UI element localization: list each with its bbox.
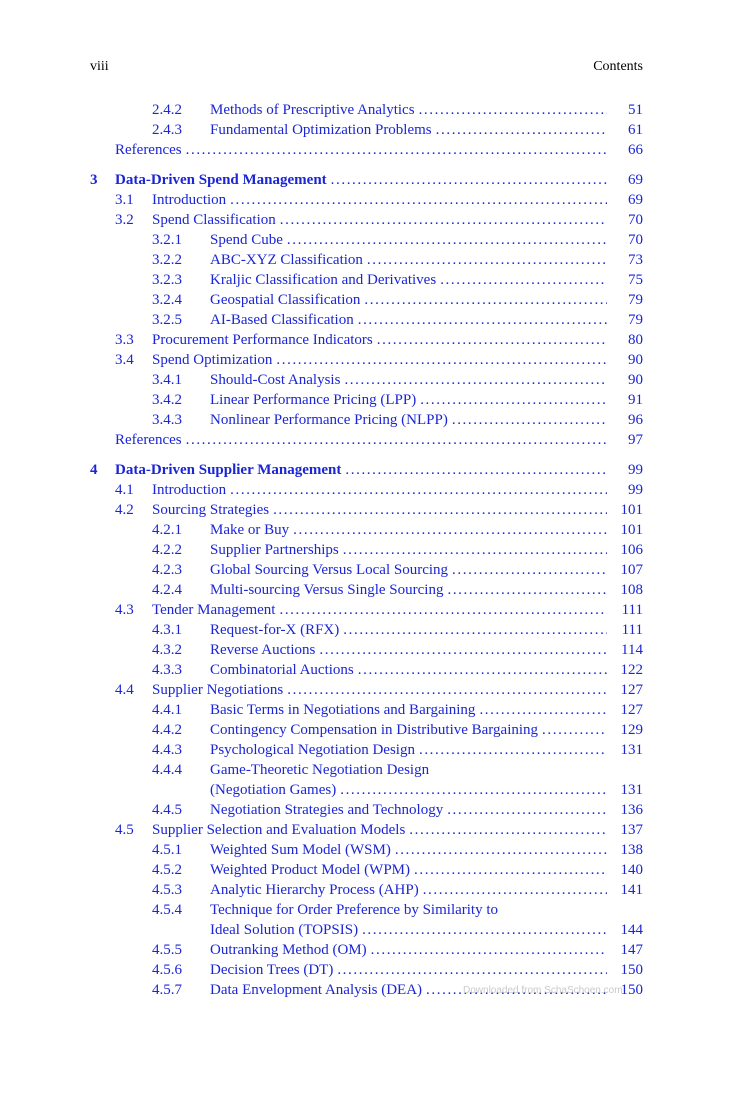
toc-entry-title-wrap [152,480,607,500]
dot-leader [502,900,607,920]
running-title: Contents [593,59,643,74]
toc-entry-number: 4.2.2 [152,542,182,558]
dot-leader [364,290,607,310]
toc-entry-number: 4.2.3 [152,562,182,578]
toc-entry[interactable] [90,660,643,680]
toc-entry-title-wrap [210,740,607,760]
toc-entry-number: 4.5.5 [152,942,182,958]
toc-entry-title-wrap [210,230,607,250]
toc-entry-page[interactable]: 136 [620,802,643,818]
toc-entry-title[interactable]: Should-Cost Analysis [210,370,344,390]
toc-entry[interactable] [90,520,643,540]
dot-leader [230,480,607,500]
toc-entry[interactable] [90,290,643,310]
toc-entry-title[interactable]: Spend Cube [210,230,287,250]
toc-entry-page[interactable]: 111 [621,622,643,638]
toc-entry[interactable] [90,560,643,580]
toc-entry-title-wrap [210,620,607,640]
toc-entry-title-wrap [115,140,607,160]
toc-entry-title-wrap [210,840,607,860]
dot-leader [367,250,607,270]
toc-entry-number: 4 [90,462,98,478]
toc-entry-title-wrap [210,780,607,800]
toc-entry[interactable] [90,600,643,620]
dot-leader [345,460,607,480]
toc-chapter-entry[interactable] [90,460,643,480]
toc-entry-page[interactable]: 111 [621,602,643,618]
dot-leader [447,800,607,820]
toc-entry-page[interactable]: 138 [620,842,643,858]
dot-leader [409,820,607,840]
toc-entry-number: 3.2 [115,212,134,228]
toc-entry-number: 4.5 [115,822,134,838]
toc-entry-number: 3 [90,172,98,188]
dot-leader [287,230,607,250]
toc-entry-title[interactable]: Introduction [152,480,230,500]
dot-leader [273,500,607,520]
toc-entry[interactable] [90,820,643,840]
toc-entry[interactable] [90,480,643,500]
toc-entry-title-wrap [152,330,607,350]
toc-entry-title[interactable]: Linear Performance Pricing (LPP) [210,390,420,410]
toc-entry-title-wrap [152,600,607,620]
toc-entry-title[interactable]: Decision Trees (DT) [210,960,337,980]
toc-entry-number: 4.4.1 [152,702,182,718]
toc-entry-title-wrap [115,170,607,190]
dot-leader [344,370,607,390]
dot-leader [230,190,607,210]
toc-entry[interactable] [90,840,643,860]
dot-leader [287,680,607,700]
toc-entry-title[interactable]: Data-Driven Spend Management [115,170,331,190]
toc-entry[interactable] [90,920,643,940]
dot-leader [452,410,607,430]
toc-entry[interactable] [90,540,643,560]
toc-entry-title-wrap [210,760,607,780]
toc-entry-title-wrap [210,700,607,720]
toc-entry-number: 3.1 [115,192,134,208]
toc-entry-title[interactable]: Psychological Negotiation Design [210,740,419,760]
toc-entry-number: 3.2.4 [152,292,182,308]
toc-entry-title-wrap [115,460,607,480]
dot-leader [279,600,607,620]
dot-leader [395,840,607,860]
toc-entry-number: 3.4 [115,352,134,368]
toc-entry-title-wrap [152,350,607,370]
toc-entry[interactable] [90,250,643,270]
dot-leader [186,140,607,160]
toc-entry-page[interactable]: 147 [620,942,643,958]
toc-entry-number: 3.2.2 [152,252,182,268]
toc-entry-number: 4.1 [115,482,134,498]
toc-entry-page[interactable]: 99 [628,462,643,478]
dot-leader [420,390,607,410]
toc-entry-title[interactable]: Ideal Solution (TOPSIS) [210,920,362,940]
toc-entry-title[interactable]: Contingency Compensation in Distributive Bargaining [210,720,542,740]
toc-entry-number: 4.5.1 [152,842,182,858]
toc-entry-title-wrap [210,720,607,740]
toc-entry-title[interactable]: Technique for Order Preference by Similarity to [210,900,502,920]
toc-entry-page[interactable]: 75 [628,272,643,288]
toc-entry-number: 3.2.1 [152,232,182,248]
toc-entry-title-wrap [210,920,607,940]
dot-leader [331,170,607,190]
toc-entry-title[interactable]: Spend Optimization [152,350,276,370]
dot-leader [419,100,607,120]
toc-entry-title-wrap [210,860,607,880]
dot-leader [276,350,607,370]
dot-leader [423,880,607,900]
dot-leader [343,540,607,560]
toc-entry[interactable] [90,270,643,290]
toc-entry-number: 4.2.4 [152,582,182,598]
toc-entry-title[interactable]: Outranking Method (OM) [210,940,371,960]
toc-entry-page[interactable]: 114 [621,642,643,658]
toc-entry-number: 2.4.2 [152,102,182,118]
table-of-contents [90,100,643,1000]
toc-entry-number: 3.3 [115,332,134,348]
toc-entry-title[interactable]: (Negotiation Games) [210,780,340,800]
toc-entry-page[interactable]: 51 [628,102,643,118]
toc-entry-page[interactable]: 127 [620,702,643,718]
toc-entry-title-wrap [210,660,607,680]
toc-entry-title[interactable]: Weighted Sum Model (WSM) [210,840,395,860]
dot-leader [452,560,607,580]
toc-entry-number: 4.4.4 [152,762,182,778]
toc-entry-title[interactable]: ABC-XYZ Classification [210,250,367,270]
toc-entry-title-wrap [210,560,607,580]
toc-entry-page[interactable]: 129 [620,722,643,738]
toc-entry-title[interactable]: Tender Management [152,600,279,620]
toc-entry[interactable] [90,760,643,780]
toc-entry-title-wrap [115,430,607,450]
toc-entry-title[interactable]: AI-Based Classification [210,310,358,330]
toc-entry-title[interactable]: Sourcing Strategies [152,500,273,520]
toc-entry-number: 3.4.3 [152,412,182,428]
toc-entry[interactable] [90,680,643,700]
toc-entry-page[interactable]: 97 [628,432,643,448]
toc-entry-page[interactable]: 150 [620,962,643,978]
toc-entry-title-wrap [210,250,607,270]
dot-leader [293,520,607,540]
toc-entry-title-wrap [210,310,607,330]
toc-entry[interactable] [90,140,643,160]
toc-entry-number: 4.3.1 [152,622,182,638]
toc-entry-title[interactable]: Request-for-X (RFX) [210,620,343,640]
toc-entry-number: 4.5.7 [152,982,182,998]
toc-entry-title[interactable]: Supplier Selection and Evaluation Models [152,820,409,840]
dot-leader [371,940,607,960]
toc-entry[interactable] [90,620,643,640]
toc-entry-page[interactable]: 122 [620,662,643,678]
toc-entry[interactable] [90,800,643,820]
toc-entry[interactable] [90,940,643,960]
toc-entry-number: 4.3 [115,602,134,618]
toc-entry[interactable] [90,310,643,330]
toc-entry[interactable] [90,500,643,520]
dot-leader [358,310,607,330]
toc-entry-title-wrap [152,820,607,840]
toc-entry-title[interactable]: Make or Buy [210,520,293,540]
toc-entry-number: 4.5.3 [152,882,182,898]
toc-entry-title-wrap [152,190,607,210]
toc-entry-number: 4.4.2 [152,722,182,738]
toc-entry-title[interactable]: Weighted Product Model (WPM) [210,860,414,880]
toc-entry-page[interactable]: 66 [628,142,643,158]
toc-entry-number: 4.3.3 [152,662,182,678]
toc-entry[interactable] [90,190,643,210]
toc-entry-number: 4.2.1 [152,522,182,538]
toc-entry-title[interactable]: Spend Classification [152,210,280,230]
dot-leader [542,720,607,740]
dot-leader [436,120,607,140]
toc-entry-page[interactable]: 131 [620,742,643,758]
toc-entry-title-wrap [210,960,607,980]
toc-entry-title-wrap [210,390,607,410]
toc-entry-title[interactable]: References [115,430,186,450]
toc-entry-title[interactable]: Multi-sourcing Versus Single Sourcing [210,580,447,600]
toc-entry-title[interactable]: Reverse Auctions [210,640,319,660]
dot-leader [186,430,607,450]
toc-entry-number: 3.2.5 [152,312,182,328]
toc-entry[interactable] [90,120,643,140]
toc-entry-title[interactable]: Geospatial Classification [210,290,364,310]
dot-leader [343,620,607,640]
toc-entry-page[interactable]: 90 [628,372,643,388]
dot-leader [440,270,607,290]
dot-leader [362,920,607,940]
toc-entry-title[interactable]: Global Sourcing Versus Local Sourcing [210,560,452,580]
toc-entry-number: 4.2 [115,502,134,518]
dot-leader [447,580,607,600]
toc-entry-page[interactable]: 79 [628,292,643,308]
toc-entry-title-wrap [210,540,607,560]
toc-entry-page[interactable]: 137 [620,822,643,838]
toc-entry-title[interactable]: Negotiation Strategies and Technology [210,800,447,820]
toc-entry-title[interactable]: Basic Terms in Negotiations and Bargaining [210,700,479,720]
toc-entry-title[interactable]: Kraljic Classification and Derivatives [210,270,440,290]
toc-entry-page[interactable]: 108 [620,582,643,598]
toc-entry[interactable] [90,410,643,430]
running-head [90,58,643,76]
toc-entry-title-wrap [210,900,607,920]
toc-entry-number: 4.4.5 [152,802,182,818]
toc-entry-title-wrap [210,370,607,390]
toc-entry-page[interactable]: 131 [620,782,643,798]
toc-entry[interactable] [90,350,643,370]
toc-entry-page[interactable]: 70 [628,232,643,248]
toc-entry-page[interactable]: 69 [628,172,643,188]
toc-entry[interactable] [90,700,643,720]
toc-entry-page[interactable]: 127 [620,682,643,698]
page-number: viii [90,59,109,74]
toc-entry-title-wrap [210,800,607,820]
toc-entry-title-wrap [210,120,607,140]
toc-entry-title-wrap [210,580,607,600]
toc-entry-page[interactable]: 69 [628,192,643,208]
toc-entry-number: 2.4.3 [152,122,182,138]
toc-entry-title-wrap [152,500,607,520]
toc-entry-page[interactable]: 150 [620,982,643,998]
dot-leader [280,210,607,230]
toc-entry-title[interactable]: Procurement Performance Indicators [152,330,377,350]
watermark: Downloaded from SchaSchoen.com [463,985,623,996]
toc-entry[interactable] [90,330,643,350]
toc-entry-title[interactable]: Data-Driven Supplier Management [115,460,345,480]
toc-entry-title[interactable]: Game-Theoretic Negotiation Design [210,760,433,780]
toc-entry-title-wrap [152,210,607,230]
toc-entry-page[interactable]: 91 [628,392,643,408]
dot-leader [377,330,607,350]
toc-entry-title-wrap [210,290,607,310]
toc-entry[interactable] [90,720,643,740]
toc-entry-title[interactable]: Data Envelopment Analysis (DEA) [210,980,426,1000]
toc-entry-page[interactable]: 96 [628,412,643,428]
dot-leader [340,780,607,800]
toc-entry[interactable] [90,860,643,880]
toc-entry[interactable] [90,390,643,410]
toc-entry-page[interactable]: 144 [620,922,643,938]
toc-entry[interactable] [90,740,643,760]
toc-entry-title-wrap [210,410,607,430]
toc-entry-title-wrap [152,680,607,700]
toc-entry[interactable] [90,210,643,230]
toc-entry-number: 4.5.6 [152,962,182,978]
toc-entry-title-wrap [210,880,607,900]
toc-entry-number: 4.3.2 [152,642,182,658]
toc-entry-number: 3.4.1 [152,372,182,388]
toc-entry-page[interactable]: 140 [620,862,643,878]
toc-entry[interactable] [90,900,643,920]
toc-entry-title[interactable]: Supplier Partnerships [210,540,343,560]
dot-leader [319,640,607,660]
toc-entry-title[interactable]: Analytic Hierarchy Process (AHP) [210,880,423,900]
toc-entry-number: 3.2.3 [152,272,182,288]
toc-entry-page[interactable]: 61 [628,122,643,138]
toc-entry-number: 4.4 [115,682,134,698]
toc-entry-page[interactable]: 101 [620,502,643,518]
toc-entry[interactable] [90,370,643,390]
toc-entry-title[interactable]: Nonlinear Performance Pricing (NLPP) [210,410,452,430]
toc-entry-title-wrap [210,270,607,290]
toc-entry-page[interactable]: 101 [620,522,643,538]
toc-entry[interactable] [90,230,643,250]
toc-entry-title-wrap [210,640,607,660]
toc-entry-title[interactable]: References [115,140,186,160]
toc-chapter-entry[interactable] [90,170,643,190]
toc-entry-page[interactable]: 70 [628,212,643,228]
dot-leader [433,760,607,780]
toc-entry[interactable] [90,580,643,600]
toc-entry-title[interactable]: Fundamental Optimization Problems [210,120,436,140]
toc-entry-page[interactable]: 106 [620,542,643,558]
toc-entry-page[interactable]: 107 [620,562,643,578]
toc-entry-title-wrap [210,940,607,960]
toc-entry-page[interactable]: 99 [628,482,643,498]
dot-leader [479,700,607,720]
toc-entry[interactable] [90,430,643,450]
toc-entry-title[interactable]: Methods of Prescriptive Analytics [210,100,419,120]
dot-leader [414,860,607,880]
toc-entry-page[interactable]: 80 [628,332,643,348]
toc-entry-title[interactable]: Combinatorial Auctions [210,660,358,680]
toc-entry-title[interactable]: Supplier Negotiations [152,680,287,700]
toc-entry-number: 3.4.2 [152,392,182,408]
toc-entry-number: 4.5.2 [152,862,182,878]
toc-entry-number: 4.5.4 [152,902,182,918]
toc-entry-page[interactable]: 90 [628,352,643,368]
toc-entry[interactable] [90,100,643,120]
dot-leader [358,660,607,680]
dot-leader [419,740,607,760]
dot-leader [337,960,607,980]
toc-entry-page[interactable]: 79 [628,312,643,328]
toc-entry[interactable] [90,640,643,660]
toc-entry[interactable] [90,960,643,980]
toc-entry-title-wrap [210,520,607,540]
toc-entry-title[interactable]: Introduction [152,190,230,210]
toc-entry[interactable] [90,880,643,900]
toc-entry[interactable] [90,780,643,800]
toc-entry-number: 4.4.3 [152,742,182,758]
toc-entry-page[interactable]: 141 [620,882,643,898]
toc-entry-title-wrap [210,100,607,120]
toc-entry-page[interactable]: 73 [628,252,643,268]
